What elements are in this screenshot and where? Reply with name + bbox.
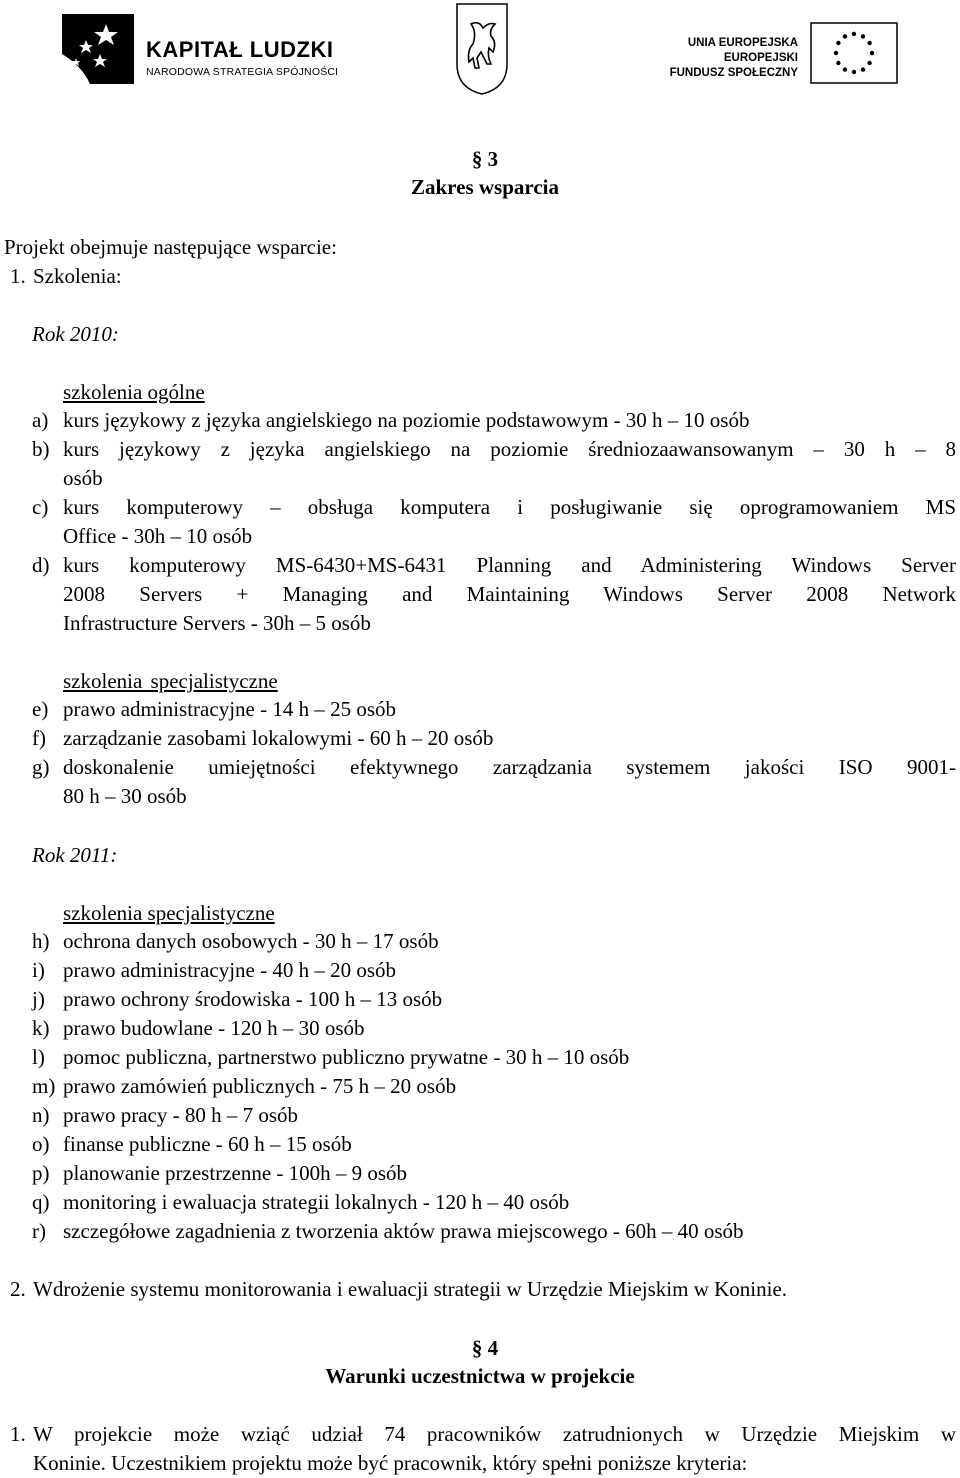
list-item-text: ochrona danych osobowych - 30 h – 17 osób (63, 929, 439, 953)
list-item (32, 551, 956, 638)
kapital-ludzki-logo-icon (62, 14, 134, 84)
list-item (32, 1043, 956, 1072)
list-item (32, 1217, 956, 1246)
intro-text: Projekt obejmuje następujące wsparcie: (4, 235, 337, 259)
list-item (32, 753, 956, 811)
list-item (32, 493, 956, 551)
list-item-label: k) (32, 1016, 50, 1040)
point-2-text: Wdrożenie systemu monitorowania i ewaluacji strategii w Urzędzie Miejskim w Koninie. (33, 1277, 788, 1301)
coat-of-arms-icon (455, 2, 509, 96)
list-item (32, 724, 956, 753)
list-item (32, 1159, 956, 1188)
list-item-text: osób (63, 466, 103, 490)
list-item-label: o) (32, 1132, 50, 1156)
list-item-label: m) (32, 1074, 56, 1098)
list-item-label: r) (32, 1219, 46, 1243)
page-header (0, 0, 960, 110)
list-item-label: q) (32, 1190, 50, 1214)
list-item (32, 1101, 956, 1130)
eu-flag-icon (810, 22, 898, 84)
list-item (32, 435, 956, 493)
section-4-point-1 (10, 1420, 956, 1478)
list-item-text: Infrastructure Servers - 30h – 5 osób (63, 611, 371, 635)
list-item-text: prawo zamówień publicznych - 75 h – 20 osób (63, 1074, 457, 1098)
point-2 (10, 1275, 956, 1304)
list-item-text: pomoc publiczna, partnerstwo publiczno prywatne - 30 h – 10 osób (63, 1045, 630, 1069)
list-item-label: l) (32, 1045, 45, 1069)
list-item (32, 1072, 956, 1101)
section-4-title: Warunki uczestnictwa w projekcie (325, 1364, 635, 1388)
section-3-symbol: § 3 (471, 147, 499, 171)
kapital-ludzki-title: KAPITAŁ LUDZKI (146, 37, 334, 62)
list-item (32, 406, 956, 435)
list-item (32, 985, 956, 1014)
list-item-text: zarządzanie zasobami lokalowymi - 60 h – 20 osób (63, 726, 494, 750)
list-item-text: Koninie. Uczestnikiem projektu może być pracownik, który spełni poniższe kryteria: (33, 1451, 748, 1475)
year-2010-heading: Rok 2010: (32, 322, 119, 346)
list-item-label: p) (32, 1161, 50, 1185)
list-item-text: prawo pracy - 80 h – 7 osób (63, 1103, 299, 1127)
list-item-label: j) (32, 987, 45, 1011)
list-item-text: kurs komputerowy MS-6430+MS-6431 Planning and Administering Windows Server (63, 553, 956, 577)
list-item-label: b) (32, 437, 50, 461)
list-item-text: kurs komputerowy – obsługa komputera i posługiwanie się oprogramowaniem MS (63, 495, 956, 519)
section-4-point-1-number: 1. (10, 1422, 26, 1446)
year-2011-heading: Rok 2011: (32, 843, 118, 867)
list-item (32, 1130, 956, 1159)
list-item-text: prawo budowlane - 120 h – 30 osób (63, 1016, 365, 1040)
list-item-text: Office - 30h – 10 osób (63, 524, 253, 548)
list-item-text: doskonalenie umiejętności efektywnego zarządzania systemem jakości ISO 9001- (63, 755, 956, 779)
list-item-label: n) (32, 1103, 50, 1127)
list-item-text: prawo administracyjne - 14 h – 25 osób (63, 697, 397, 721)
kapital-ludzki-subtitle: NARODOWA STRATEGIA SPÓJNOŚCI (146, 66, 339, 78)
list-item (32, 695, 956, 724)
list-item-label: c) (32, 495, 49, 519)
list-item-text: szczegółowe zagadnienia z tworzenia aktów prawa miejscowego - 60h – 40 osób (63, 1219, 744, 1243)
eu-line-2: EUROPEJSKI (723, 52, 798, 64)
list-item-text: prawo ochrony środowiska - 100 h – 13 osób (63, 987, 443, 1011)
list-item (32, 1188, 956, 1217)
list-item-text: W projekcie może wziąć udział 74 pracowników zatrudnionych w Urzędzie Miejskim w (33, 1422, 956, 1446)
point-1-number: 1. (10, 264, 26, 288)
eu-logo-text (670, 36, 798, 81)
section-3-title: Zakres wsparcia (411, 175, 559, 199)
list-item-label: d) (32, 553, 50, 577)
section-4-symbol: § 4 (471, 1336, 499, 1360)
list-item (32, 927, 956, 956)
list-item-text: kurs językowy z języka angielskiego na poziomie podstawowym - 30 h – 10 osób (63, 408, 750, 432)
list-item-text: kurs językowy z języka angielskiego na poziomie średniozaawansowanym – 30 h – 8 (63, 437, 956, 461)
list-item-label: h) (32, 929, 50, 953)
list-item-text: 80 h – 30 osób (63, 784, 187, 808)
list-item-label: g) (32, 755, 50, 779)
list-item-label: e) (32, 697, 49, 721)
general-training-heading: szkolenia ogólne (63, 380, 205, 404)
list-item-label: f) (32, 726, 46, 750)
specialist-training-heading: szkolenia specjalistyczne (63, 669, 278, 693)
point-1-label: Szkolenia: (33, 264, 122, 288)
list-item-label: i) (32, 958, 45, 982)
list-item-label: a) (32, 408, 49, 432)
list-item-text: monitoring i ewaluacja strategii lokalnych - 120 h – 40 osób (63, 1190, 570, 1214)
point-2-number: 2. (10, 1277, 26, 1301)
eu-line-1: UNIA EUROPEJSKA (687, 37, 798, 49)
point-1 (4, 262, 404, 291)
list-item (32, 956, 956, 985)
list-item-text: finanse publiczne - 60 h – 15 osób (63, 1132, 352, 1156)
list-item (32, 1014, 956, 1043)
specialist-training-heading-2011: szkolenia specjalistyczne (63, 901, 275, 925)
list-item-text: prawo administracyjne - 40 h – 20 osób (63, 958, 397, 982)
list-item-text: planowanie przestrzenne - 100h – 9 osób (63, 1161, 408, 1185)
list-item-text: 2008 Servers + Managing and Maintaining Windows Server 2008 Network (63, 582, 956, 606)
eu-line-3: FUNDUSZ SPOŁECZNY (669, 67, 798, 79)
